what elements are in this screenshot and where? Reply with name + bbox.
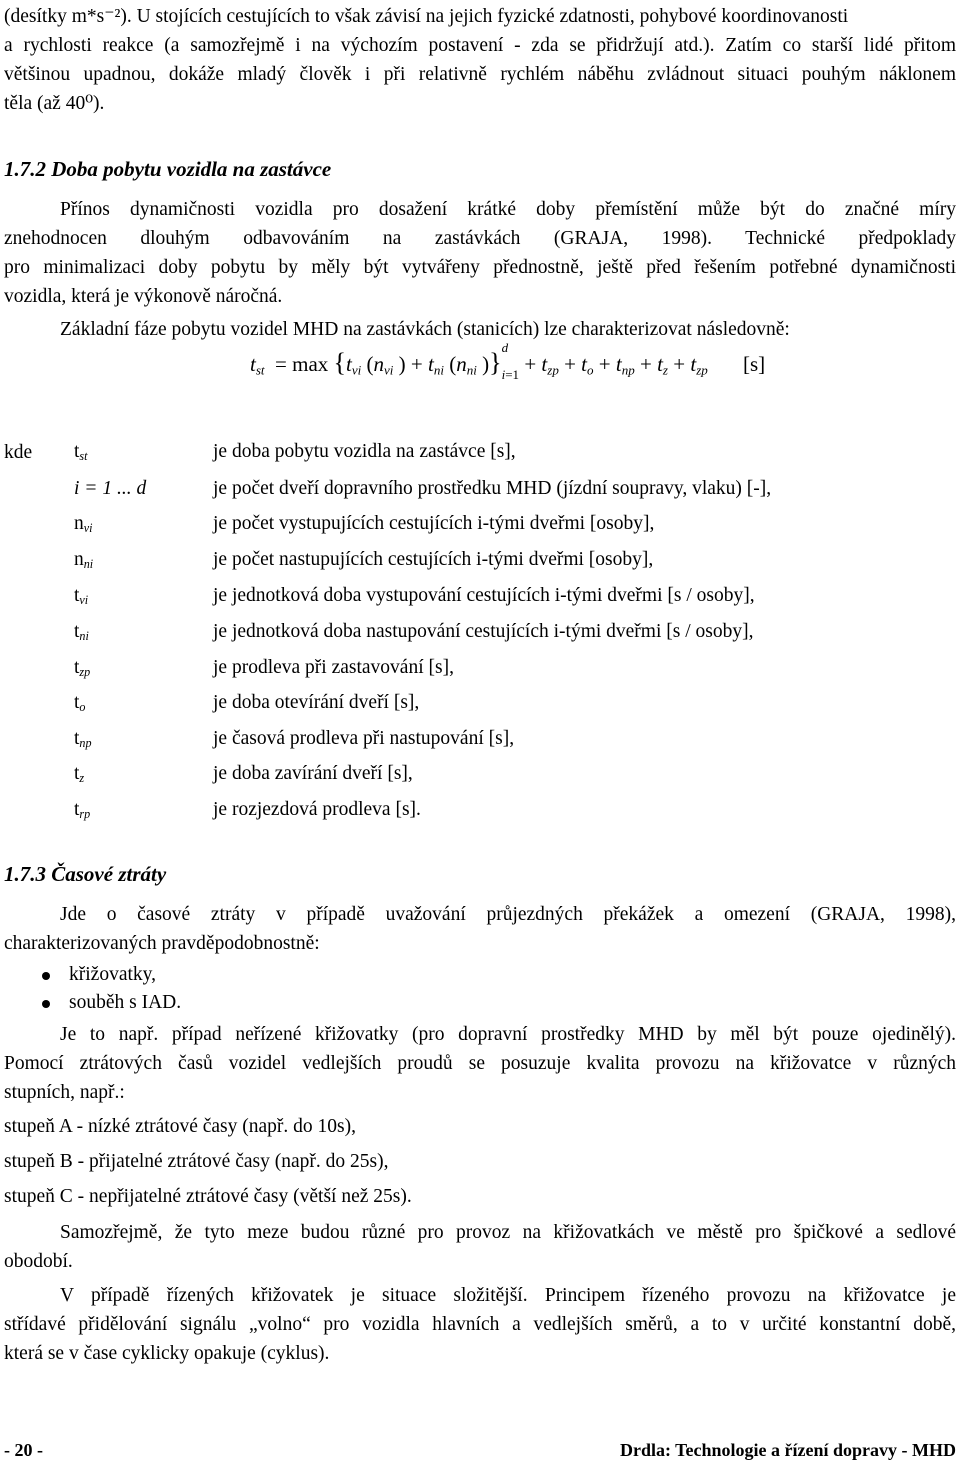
symbol-main: t [74, 692, 80, 713]
dwell-time-formula: $t_{st} = \max \{t_{vi}$ ($n_{vi}$ ) + $t_{ni}$ ($n_{ni}$ )} d $_{i=1} + t_{zp} + t_o + t_{np} + t_z + t_{zp}$ [s] [250, 340, 766, 382]
intro-line-3: většinou upadnou, dokáže mladý člověk i při relativně rychlém náběhu zvládnout situaci pouhým náklonem [4, 64, 956, 85]
definition-text: je jednotková doba nastupování cestujících i-tými dveřmi [s / osoby], [213, 621, 754, 642]
p172-intro-formula: Základní fáze pobytu vozidel MHD na zastávkách (stanicích) lze charakterizovat následovně: [60, 319, 790, 340]
definition-text: je časová prodleva při nastupování [s], [213, 728, 515, 749]
p172-line-4: vozidla, která je výkonově náročná. [4, 286, 283, 307]
symbol-subscript: vi [83, 521, 93, 536]
symbol-subscript: z [79, 771, 85, 786]
p173d-line-3: která se v čase cyklicky opakuje (cyklus). [4, 1343, 330, 1364]
symbol-main: i = 1 ... d [74, 478, 147, 499]
symbol-subscript: rp [79, 807, 91, 822]
p173d-line-1: V případě řízených křižovatek je situace složitější. Principem řízeného provozu na křižovatce je [60, 1285, 956, 1306]
intro-line-2: a rychlosti reakce (a samozřejmě i na výchozím postavení - zda se přidržují atd.). Zatím co starší lidé přitom [4, 35, 956, 56]
definition-text: je počet nastupujících cestujících i-tými dveřmi [osoby], [213, 549, 654, 570]
kde-label: kde [4, 442, 33, 463]
p173c-line-2: obodobí. [4, 1251, 73, 1272]
page-number: - 20 - [4, 1440, 43, 1460]
symbol-main: n [74, 513, 84, 534]
definition-symbol [74, 693, 85, 713]
intro-text-1: (desítky m*s⁻²). U stojících cestujících to však závisí na jejich fyzické zdatnosti, pohybové koordinovanosti [4, 6, 849, 27]
bullet-item-1: křižovatky, [69, 964, 156, 985]
symbol-subscript: vi [79, 593, 89, 608]
definition-text: je doba otevírání dveří [s], [213, 692, 420, 713]
p173-line-2: charakterizovaných pravděpodobnostně: [4, 933, 320, 954]
definition-symbol [74, 800, 90, 820]
section-heading-173: 1.7.3 Časové ztráty [4, 862, 167, 886]
p172-line-1: Přínos dynamičnosti vozidla pro dosažení krátké doby přemístění může být do značné míry [60, 199, 956, 220]
p173b-line-3: stupních, např.: [4, 1082, 125, 1103]
intro-line-4: těla (až 40⁰). [4, 93, 105, 114]
intro-line-1 [4, 7, 956, 27]
symbol-main: t [74, 621, 80, 642]
definition-symbol [74, 479, 146, 499]
symbol-subscript: ni [83, 557, 94, 572]
definition-text: je počet dveří dopravního prostředku MHD (jízdní soupravy, vlaku) [-], [213, 478, 772, 499]
symbol-subscript: zp [79, 665, 91, 680]
definition-symbol [74, 658, 90, 678]
symbol-main: t [74, 441, 80, 462]
definition-symbol [74, 729, 92, 749]
definition-symbol [74, 514, 92, 534]
definition-text: je počet vystupujících cestujících i-tými dveřmi [osoby], [213, 513, 655, 534]
definition-symbol [74, 764, 84, 784]
definition-symbol [74, 442, 87, 462]
definition-symbol [74, 586, 88, 606]
footer-title: Drdla: Technologie a řízení dopravy - MHD [620, 1440, 956, 1460]
definition-text: je rozjezdová prodleva [s]. [213, 799, 421, 820]
symbol-main: t [74, 657, 80, 678]
bullet-item-2: souběh s IAD. [69, 992, 182, 1013]
symbol-subscript: o [79, 700, 86, 715]
definition-text: je jednotková doba vystupování cestujících i-tými dveřmi [s / osoby], [213, 585, 755, 606]
symbol-main: t [74, 585, 80, 606]
p173b-line-1: Je to např. případ neřízené křižovatky (pro dopravní prostředky MHD by měl být pouze ojedinělý). [60, 1024, 956, 1045]
symbol-main: t [74, 728, 80, 749]
definition-symbol [74, 622, 89, 642]
level-a: stupeň A - nízké ztrátové časy (např. do 10s), [4, 1116, 356, 1137]
bullet-dot [42, 972, 50, 980]
p173c-line-1: Samozřejmě, že tyto meze budou různé pro provoz na křižovatkách ve městě pro špičkové a sedlové [60, 1222, 956, 1243]
level-b: stupeň B - přijatelné ztrátové časy (např. do 25s), [4, 1151, 389, 1172]
p172-line-3: pro minimalizaci doby pobytu by měly být vytvářeny přednostně, ještě před řešením potřebné dynamičnosti [4, 257, 956, 278]
symbol-subscript: ni [79, 629, 89, 644]
p172-line-2: znehodnocen dlouhým odbavováním na zastávkách (GRAJA, 1998). Technické předpoklady [4, 228, 956, 249]
symbol-subscript: st [79, 449, 88, 464]
bullet-dot [42, 1000, 50, 1008]
p173-line-1: Jde o časové ztráty v případě uvažování průjezdných překážek a omezení (GRAJA, 1998), [60, 904, 956, 925]
symbol-subscript: np [79, 736, 92, 751]
symbol-main: t [74, 799, 80, 820]
definition-symbol [74, 550, 93, 570]
definition-text: je doba zavírání dveří [s], [213, 763, 413, 784]
definition-text: je prodleva při zastavování [s], [213, 657, 454, 678]
p173b-line-2: Pomocí ztrátových časů vozidel vedlejších proudů se posuzuje kvalita provozu na křižovatce v různých [4, 1053, 956, 1074]
formula-unit: [s] [743, 352, 766, 376]
definition-text: je doba pobytu vozidla na zastávce [s], [213, 441, 516, 462]
p173d-line-2: střídavé přidělování signálu „volno“ pro vozidla hlavních a vedlejších směrů, a to v určité konstantní době, [4, 1314, 956, 1335]
symbol-main: t [74, 763, 80, 784]
symbol-main: n [74, 549, 84, 570]
level-c: stupeň C - nepřijatelné ztrátové časy (větší než 25s). [4, 1186, 412, 1207]
section-heading-172: 1.7.2 Doba pobytu vozidla na zastávce [4, 157, 332, 181]
